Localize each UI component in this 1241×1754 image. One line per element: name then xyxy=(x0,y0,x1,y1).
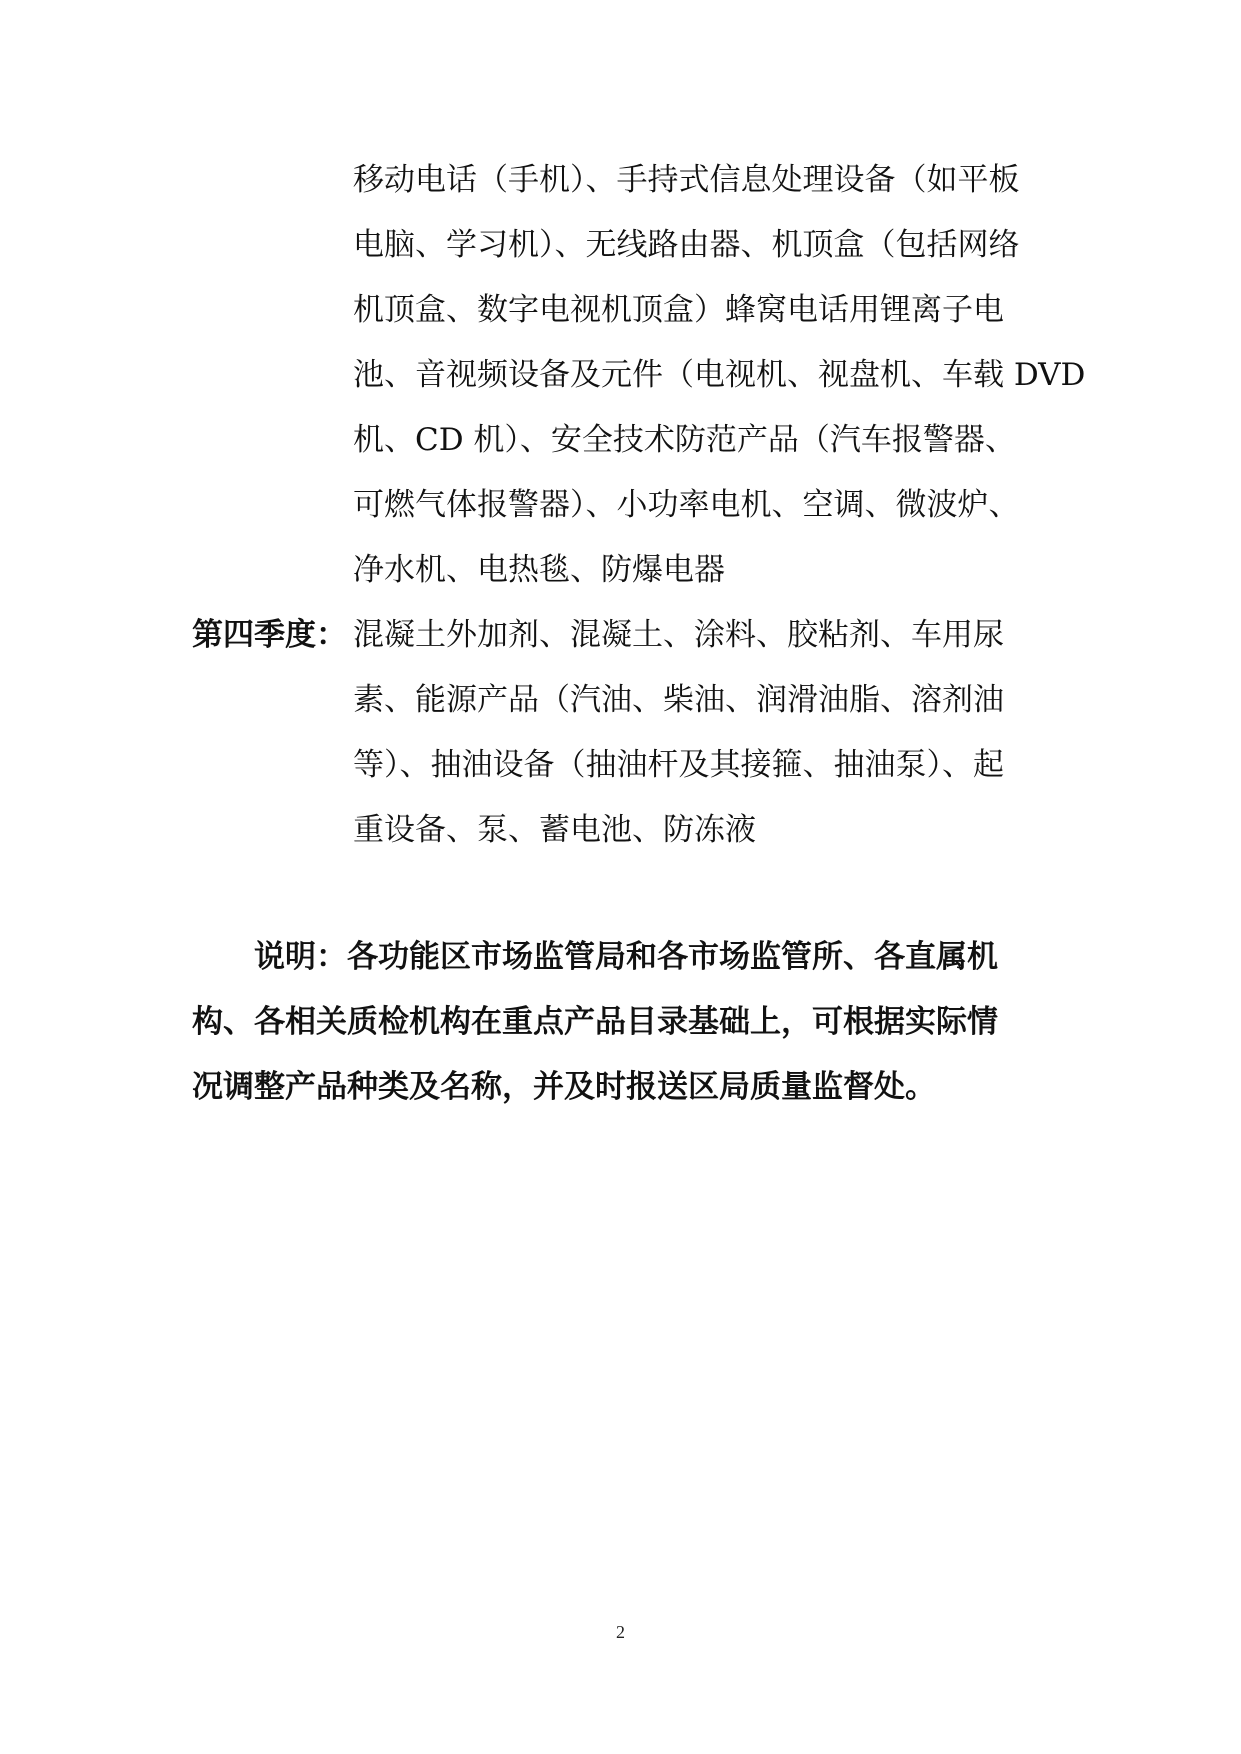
q4-line-2: 素、能源产品（汽油、柴油、润滑油脂、溶剂油 xyxy=(353,682,1004,718)
explanatory-note xyxy=(192,925,1062,1120)
q3-line-2: 电脑、学习机）、无线路由器、机顶盒（包括网络 xyxy=(353,227,1020,263)
q3-line-1: 移动电话（手机）、手持式信息处理设备（如平板 xyxy=(353,162,1020,198)
q3-line-3: 机顶盒、数字电视机顶盒）蜂窝电话用锂离子电 xyxy=(353,292,1004,328)
q4-product-list xyxy=(353,603,1053,863)
q3-line-7: 净水机、电热毯、防爆电器 xyxy=(353,552,725,588)
note-line-3: 况调整产品种类及名称，并及时报送区局质量监督处。 xyxy=(192,1069,936,1105)
q4-line-1: 混凝土外加剂、混凝土、涂料、胶粘剂、车用尿 xyxy=(353,617,1004,653)
q3-product-list xyxy=(353,148,1086,603)
q4-line-4: 重设备、泵、蓄电池、防冻液 xyxy=(353,812,756,848)
q3-line-5: 机、CD 机）、安全技术防范产品（汽车报警器、 xyxy=(353,422,1016,458)
q4-heading: 第四季度： xyxy=(192,617,347,653)
q3-line-4: 池、音视频设备及元件（电视机、视盘机、车载 DVD xyxy=(353,357,1086,393)
page-number: 2 xyxy=(616,1622,625,1642)
note-line-1: 说明：各功能区市场监管局和各市场监管所、各直属机 xyxy=(254,939,998,975)
q4-line-3: 等）、抽油设备（抽油杆及其接箍、抽油泵）、起 xyxy=(353,747,1004,783)
note-line-2: 构、各相关质检机构在重点产品目录基础上，可根据实际情 xyxy=(192,1004,998,1040)
q3-line-6: 可燃气体报警器）、小功率电机、空调、微波炉、 xyxy=(353,487,1020,523)
